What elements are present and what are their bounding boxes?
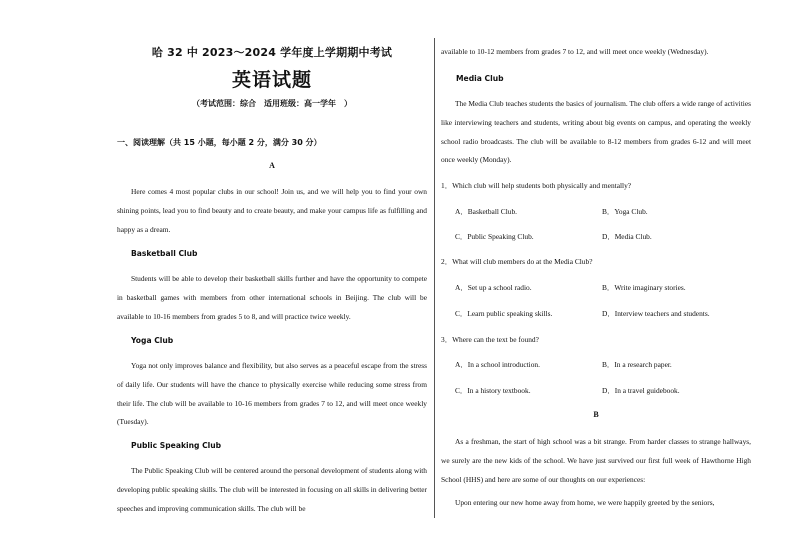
club-text-public-speaking: The Public Speaking Club will be centered around the personal development of students along with developing public speaking skills. The club will be interested in focusing on all skills in delivering better speeches and improving communication skills. The club will be [117,466,428,513]
column-divider [434,38,435,518]
q3-option-c: C．In a history textbook. [455,386,531,395]
part-a-label: A [269,161,275,170]
exam-scope: （考试范围：综合 适用班级：高一学年 ） [192,99,352,108]
club-text-basketball: Students will be able to develop their basketball skills further and have the opportunity to compete in basketball games with members from other international schools in Beijing. The club will be available to 10-16 members from grades 5 to 8, and will practice twice weekly. [117,274,427,321]
part-b-label: B [593,410,599,419]
q2-option-b: B．Write imaginary stories. [602,283,686,292]
q1-option-d: D．Media Club. [602,232,652,241]
q1-option-b: B．Yoga Club. [602,207,648,216]
club-text-media: The Media Club teaches students the basics of journalism. The club offers a wide range of activities like interviewing teachers and students, writing about big events on campus, and operating the weekly school radio broadcasts. The club will be available to 8-12 members from grades 6-12 and will meet once weekly (Monday). [441,99,751,165]
club-heading-yoga: Yoga Club [131,336,174,345]
club-heading-public-speaking: Public Speaking Club [131,441,222,450]
section-heading: 一、阅读理解（共 15 小题，每小题 2 分，满分 30 分） [117,138,322,147]
club-heading-basketball: Basketball Club [131,249,198,258]
q1-option-c: C．Public Speaking Club. [455,232,534,241]
subject-title: 英语试题 [231,69,312,91]
club-text-yoga: Yoga not only improves balance and flexibility, but also serves as a peaceful escape from the stress of daily life. Our students will have the chance to physically exercise while reducing some stress from their life. The club will be available to 10-16 members from grades 7 to 12, and will meet once weekly (Tuesday). [117,361,427,427]
q2-option-a: A．Set up a school radio. [455,283,532,292]
q2-option-c: C．Learn public speaking skills. [455,309,553,318]
club-text-continuation: available to 10-12 members from grades 7 to 12, and will meet once weekly (Wednesday). [441,47,709,56]
q2-option-d: D．Interview teachers and students. [602,309,710,318]
part-b-paragraph-1: As a freshman, the start of high school was a bit strange. From harder classes to strange hallways, we surely are the new kids of the school. We have just survived our first full week of Hawthorne High School (HHS) and here are some of our thoughts on our experiences: [441,437,751,484]
q1-option-a: A．Basketball Club. [455,207,517,216]
q3-option-b: B．In a research paper. [602,360,672,369]
question-2: 2．What will club members do at the Media Club? [441,257,593,266]
question-1: 1．Which club will help students both physically and mentally? [441,181,632,190]
club-heading-media: Media Club [456,74,504,83]
q3-option-d: D．In a travel guidebook. [602,386,680,395]
exam-title: 哈 32 中 2023～2024 学年度上学期期中考试 [151,46,393,59]
part-b-paragraph-2: Upon entering our new home away from home, we were happily greeted by the seniors, [455,498,715,507]
intro-paragraph: Here comes 4 most popular clubs in our school! Join us, and we will help you to find your own shining points, lead you to find beauty and to create beauty, and make your campus life as fulfilling and happy as a dream. [117,187,427,234]
q3-option-a: A．In a school introduction. [455,360,540,369]
question-3: 3．Where can the text be found? [441,335,539,344]
